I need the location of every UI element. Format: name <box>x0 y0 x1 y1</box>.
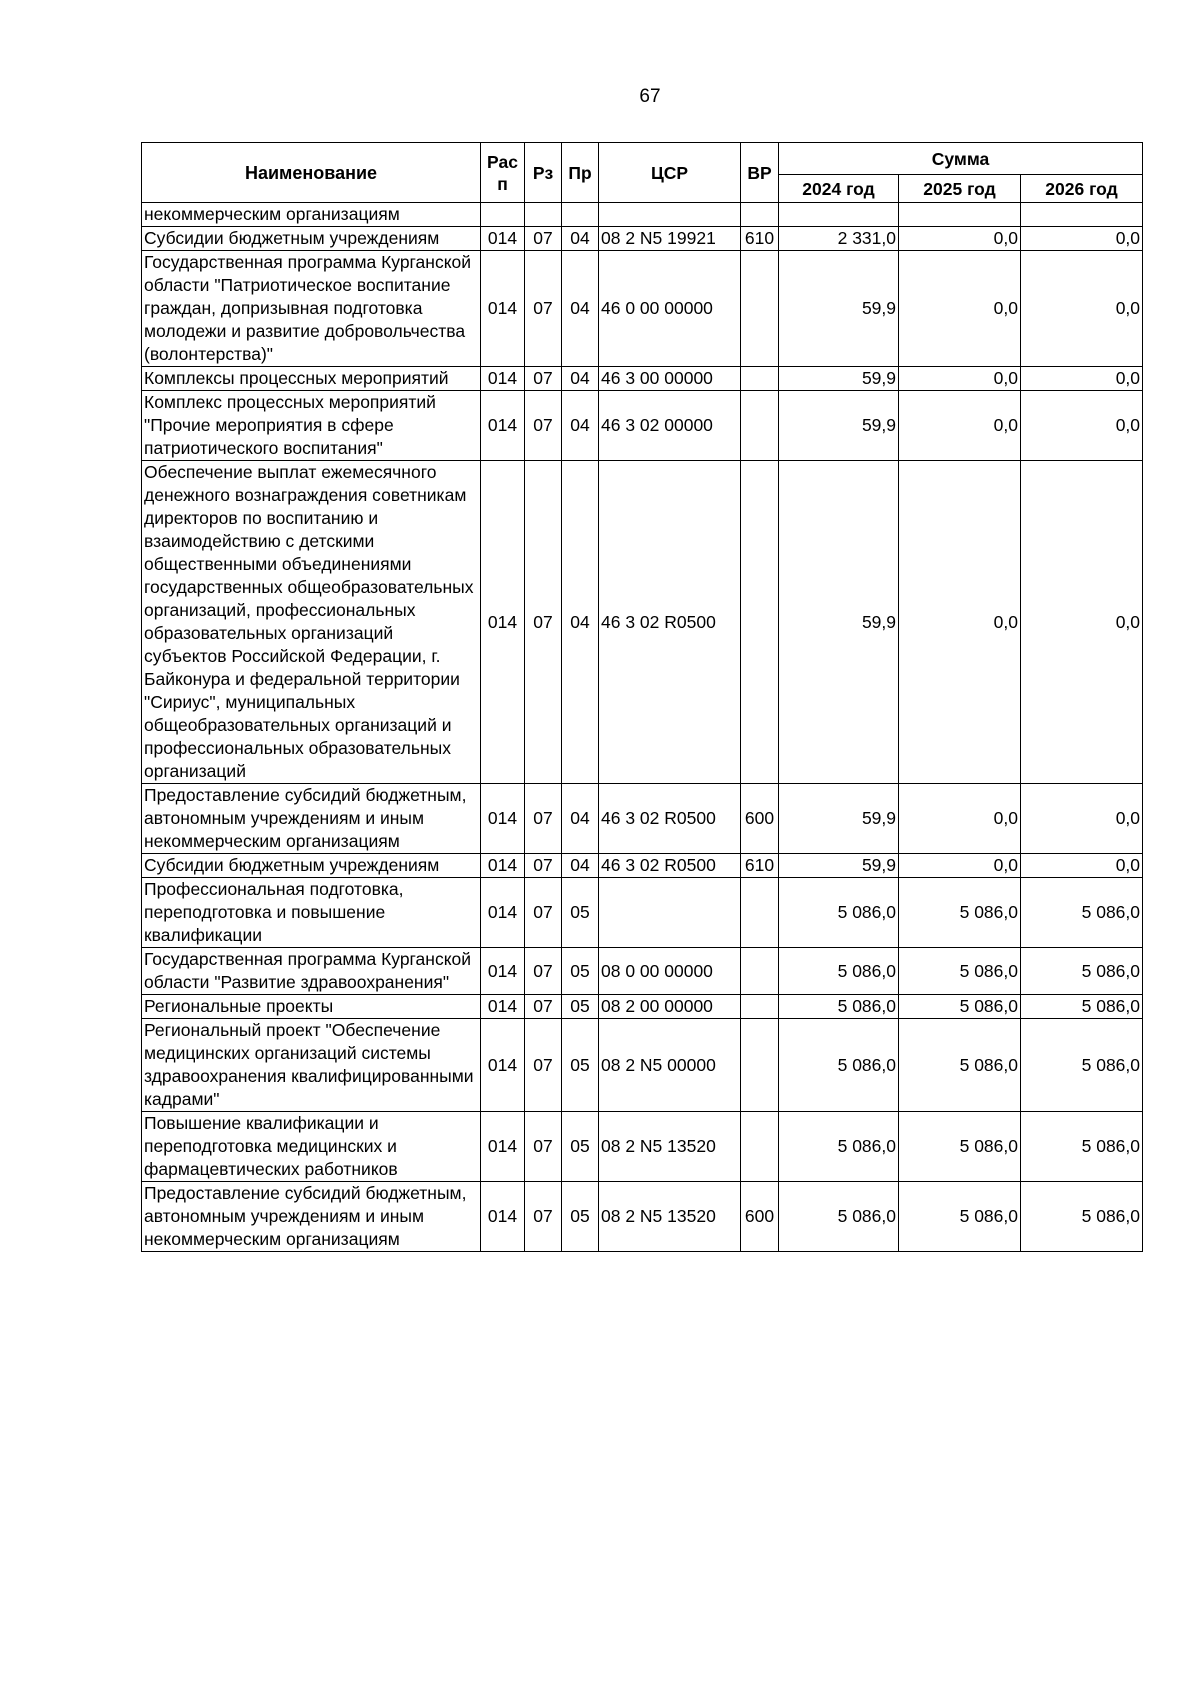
row-vr <box>741 203 779 227</box>
row-name: Региональный проект "Обеспечение медицинских организаций системы здравоохранения квалифицированными кадрами" <box>142 1019 481 1112</box>
row-rasp: 014 <box>481 251 525 367</box>
table-row <box>142 878 1143 948</box>
row-amount-2025: 5 086,0 <box>899 995 1021 1019</box>
header-rz: Рз <box>525 143 562 203</box>
row-vr <box>741 367 779 391</box>
row-rz: 07 <box>525 948 562 995</box>
row-pr: 04 <box>562 461 599 784</box>
table-row <box>142 948 1143 995</box>
row-amount-2024: 59,9 <box>779 391 899 461</box>
row-csr: 46 3 02 R0500 <box>599 461 741 784</box>
row-csr: 08 2 N5 00000 <box>599 1019 741 1112</box>
row-pr: 04 <box>562 227 599 251</box>
row-csr: 08 2 N5 13520 <box>599 1112 741 1182</box>
row-csr: 08 2 00 00000 <box>599 995 741 1019</box>
row-amount-2024: 59,9 <box>779 367 899 391</box>
row-amount-2024: 5 086,0 <box>779 878 899 948</box>
budget-table <box>141 142 1143 1252</box>
row-pr: 04 <box>562 854 599 878</box>
table-row <box>142 995 1143 1019</box>
row-rz: 07 <box>525 1112 562 1182</box>
row-amount-2026: 5 086,0 <box>1021 1019 1143 1112</box>
row-rasp: 014 <box>481 391 525 461</box>
row-pr: 04 <box>562 367 599 391</box>
row-rz: 07 <box>525 1182 562 1252</box>
row-amount-2026: 0,0 <box>1021 391 1143 461</box>
table-row <box>142 1182 1143 1252</box>
row-vr: 610 <box>741 227 779 251</box>
row-amount-2025: 5 086,0 <box>899 1112 1021 1182</box>
row-name: некоммерческим организациям <box>142 203 481 227</box>
row-rasp: 014 <box>481 461 525 784</box>
row-amount-2025: 0,0 <box>899 227 1021 251</box>
row-csr <box>599 878 741 948</box>
row-name: Обеспечение выплат ежемесячного денежного вознаграждения советникам директоров по воспитанию и взаимодействию с детскими общественными объединениями государственных общеобразовательных организаций, профессиональных образовательных организаций субъектов Российской Федерации, г. Байконура и федеральной территории "Сириус", муниципальных общеобразовательных организаций и профессиональных образовательных организаций <box>142 461 481 784</box>
row-amount-2025: 0,0 <box>899 461 1021 784</box>
row-vr <box>741 1019 779 1112</box>
row-rasp: 014 <box>481 1182 525 1252</box>
row-amount-2025 <box>899 203 1021 227</box>
row-pr: 05 <box>562 1182 599 1252</box>
row-rz: 07 <box>525 784 562 854</box>
row-amount-2024: 5 086,0 <box>779 1019 899 1112</box>
row-amount-2026: 0,0 <box>1021 251 1143 367</box>
row-name: Комплексы процессных мероприятий <box>142 367 481 391</box>
row-csr: 46 3 02 R0500 <box>599 784 741 854</box>
row-vr <box>741 1112 779 1182</box>
row-amount-2025: 5 086,0 <box>899 1019 1021 1112</box>
row-name: Предоставление субсидий бюджетным, автономным учреждениям и иным некоммерческим организациям <box>142 784 481 854</box>
row-name: Региональные проекты <box>142 995 481 1019</box>
header-vr: ВР <box>741 143 779 203</box>
row-vr: 600 <box>741 1182 779 1252</box>
table-row <box>142 367 1143 391</box>
row-amount-2024 <box>779 203 899 227</box>
row-vr: 610 <box>741 854 779 878</box>
table-body <box>142 203 1143 1252</box>
row-rasp: 014 <box>481 784 525 854</box>
row-amount-2024: 2 331,0 <box>779 227 899 251</box>
row-csr: 46 0 00 00000 <box>599 251 741 367</box>
row-amount-2024: 5 086,0 <box>779 1112 899 1182</box>
row-rz: 07 <box>525 1019 562 1112</box>
row-name: Профессиональная подготовка, переподготовка и повышение квалификации <box>142 878 481 948</box>
table-row <box>142 854 1143 878</box>
table-row <box>142 784 1143 854</box>
row-amount-2025: 0,0 <box>899 784 1021 854</box>
row-amount-2025: 5 086,0 <box>899 878 1021 948</box>
row-rz: 07 <box>525 251 562 367</box>
header-pr: Пр <box>562 143 599 203</box>
row-amount-2025: 0,0 <box>899 391 1021 461</box>
row-rz: 07 <box>525 878 562 948</box>
header-sum: Сумма <box>779 143 1143 175</box>
row-pr: 05 <box>562 1019 599 1112</box>
row-vr <box>741 995 779 1019</box>
row-vr <box>741 461 779 784</box>
row-rasp: 014 <box>481 995 525 1019</box>
row-rasp: 014 <box>481 1112 525 1182</box>
table-row <box>142 251 1143 367</box>
page-number: 67 <box>639 86 661 107</box>
header-year-2025: 2025 год <box>899 175 1021 203</box>
row-amount-2024: 59,9 <box>779 251 899 367</box>
row-amount-2024: 5 086,0 <box>779 995 899 1019</box>
row-csr: 08 0 00 00000 <box>599 948 741 995</box>
row-rz: 07 <box>525 854 562 878</box>
row-pr: 05 <box>562 995 599 1019</box>
header-rasp: Рас п <box>481 143 525 203</box>
row-amount-2026: 5 086,0 <box>1021 1112 1143 1182</box>
row-amount-2025: 0,0 <box>899 367 1021 391</box>
row-rz: 07 <box>525 367 562 391</box>
row-csr: 08 2 N5 19921 <box>599 227 741 251</box>
row-csr: 08 2 N5 13520 <box>599 1182 741 1252</box>
row-vr: 600 <box>741 784 779 854</box>
row-amount-2025: 5 086,0 <box>899 948 1021 995</box>
table-row <box>142 1112 1143 1182</box>
row-rasp: 014 <box>481 948 525 995</box>
row-csr <box>599 203 741 227</box>
row-pr: 05 <box>562 1112 599 1182</box>
row-name: Предоставление субсидий бюджетным, автономным учреждениям и иным некоммерческим организациям <box>142 1182 481 1252</box>
table-row <box>142 461 1143 784</box>
row-name: Субсидии бюджетным учреждениям <box>142 227 481 251</box>
row-rz <box>525 203 562 227</box>
row-rasp <box>481 203 525 227</box>
row-amount-2024: 5 086,0 <box>779 1182 899 1252</box>
row-name: Комплекс процессных мероприятий "Прочие мероприятия в сфере патриотического воспитания" <box>142 391 481 461</box>
row-pr <box>562 203 599 227</box>
row-rasp: 014 <box>481 227 525 251</box>
table-row <box>142 391 1143 461</box>
table-row <box>142 203 1143 227</box>
row-rasp: 014 <box>481 878 525 948</box>
row-pr: 05 <box>562 878 599 948</box>
row-pr: 04 <box>562 251 599 367</box>
row-name: Государственная программа Курганской области "Развитие здравоохранения" <box>142 948 481 995</box>
row-rasp: 014 <box>481 854 525 878</box>
row-amount-2026: 5 086,0 <box>1021 878 1143 948</box>
table-row <box>142 227 1143 251</box>
row-csr: 46 3 00 00000 <box>599 367 741 391</box>
row-name: Субсидии бюджетным учреждениям <box>142 854 481 878</box>
row-pr: 04 <box>562 391 599 461</box>
row-vr <box>741 391 779 461</box>
row-vr <box>741 948 779 995</box>
row-amount-2026: 5 086,0 <box>1021 995 1143 1019</box>
header-year-2026: 2026 год <box>1021 175 1143 203</box>
row-amount-2024: 59,9 <box>779 461 899 784</box>
row-amount-2026: 5 086,0 <box>1021 948 1143 995</box>
row-pr: 05 <box>562 948 599 995</box>
row-amount-2026: 0,0 <box>1021 854 1143 878</box>
row-name: Государственная программа Курганской области "Патриотическое воспитание граждан, допризывная подготовка молодежи и развитие добровольчества (волонтерства)" <box>142 251 481 367</box>
row-amount-2025: 5 086,0 <box>899 1182 1021 1252</box>
row-amount-2024: 59,9 <box>779 784 899 854</box>
row-rz: 07 <box>525 995 562 1019</box>
table-row <box>142 1019 1143 1112</box>
row-amount-2024: 59,9 <box>779 854 899 878</box>
row-amount-2025: 0,0 <box>899 854 1021 878</box>
row-amount-2026 <box>1021 203 1143 227</box>
row-pr: 04 <box>562 784 599 854</box>
header-csr: ЦСР <box>599 143 741 203</box>
row-rasp: 014 <box>481 1019 525 1112</box>
row-csr: 46 3 02 00000 <box>599 391 741 461</box>
row-amount-2024: 5 086,0 <box>779 948 899 995</box>
row-csr: 46 3 02 R0500 <box>599 854 741 878</box>
row-rz: 07 <box>525 227 562 251</box>
row-amount-2025: 0,0 <box>899 251 1021 367</box>
row-amount-2026: 0,0 <box>1021 227 1143 251</box>
row-vr <box>741 251 779 367</box>
row-amount-2026: 0,0 <box>1021 367 1143 391</box>
header-name: Наименование <box>142 143 481 203</box>
row-rasp: 014 <box>481 367 525 391</box>
header-year-2024: 2024 год <box>779 175 899 203</box>
row-rz: 07 <box>525 391 562 461</box>
row-name: Повышение квалификации и переподготовка медицинских и фармацевтических работников <box>142 1112 481 1182</box>
row-rz: 07 <box>525 461 562 784</box>
row-vr <box>741 878 779 948</box>
row-amount-2026: 5 086,0 <box>1021 1182 1143 1252</box>
row-amount-2026: 0,0 <box>1021 461 1143 784</box>
row-amount-2026: 0,0 <box>1021 784 1143 854</box>
